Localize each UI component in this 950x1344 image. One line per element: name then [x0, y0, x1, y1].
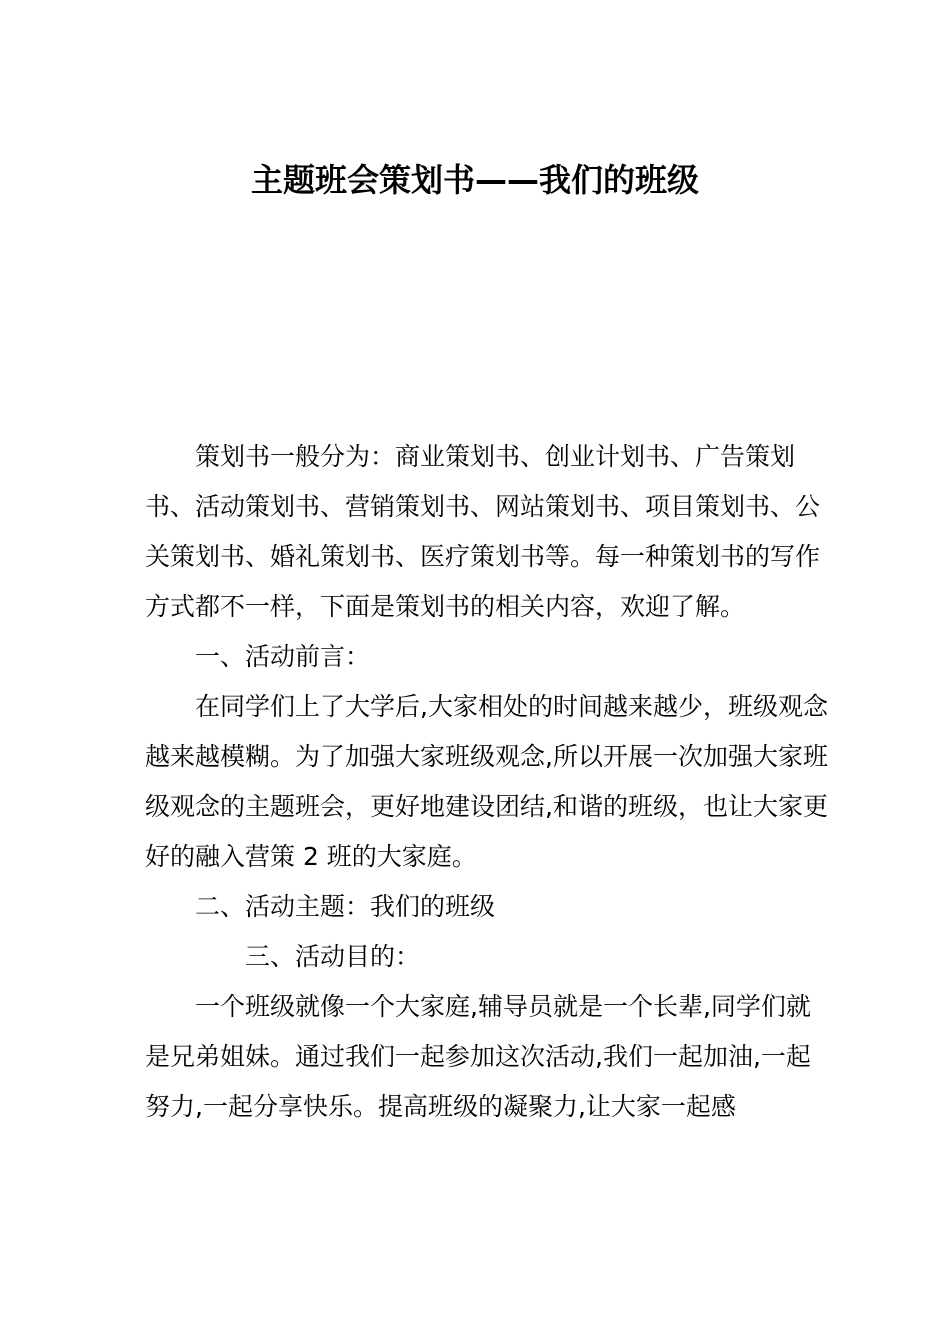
- section-heading-preface: 一、活动前言：: [195, 642, 371, 671]
- document-title: 主题班会策划书——我们的班级: [250, 161, 699, 199]
- section-heading-purpose: 三、活动目的：: [245, 942, 421, 971]
- document-body: [145, 432, 835, 1132]
- purpose-paragraph: 一个班级就像一个大家庭,辅导员就是一个长辈,同学们就是兄弟姐妹。通过我们一起参加这次活动,我们一起加油,一起努力,一起分享快乐。提高班级的凝聚力,让大家一起感: [145, 992, 811, 1121]
- intro-paragraph: 策划书一般分为：商业策划书、创业计划书、广告策划书、活动策划书、营销策划书、网站策划书、项目策划书、公关策划书、婚礼策划书、医疗策划书等。每一种策划书的写作方式都不一样，下面是策划书的相关内容，欢迎了解。: [145, 442, 821, 621]
- section-heading-theme: 二、活动主题：我们的班级: [195, 892, 496, 921]
- preface-paragraph: 在同学们上了大学后,大家相处的时间越来越少，班级观念越来越模糊。为了加强大家班级观念,所以开展一次加强大家班级观念的主题班会，更好地建设团结,和谐的班级，也让大家更好的融入营策 2 班的大家庭。: [145, 692, 828, 871]
